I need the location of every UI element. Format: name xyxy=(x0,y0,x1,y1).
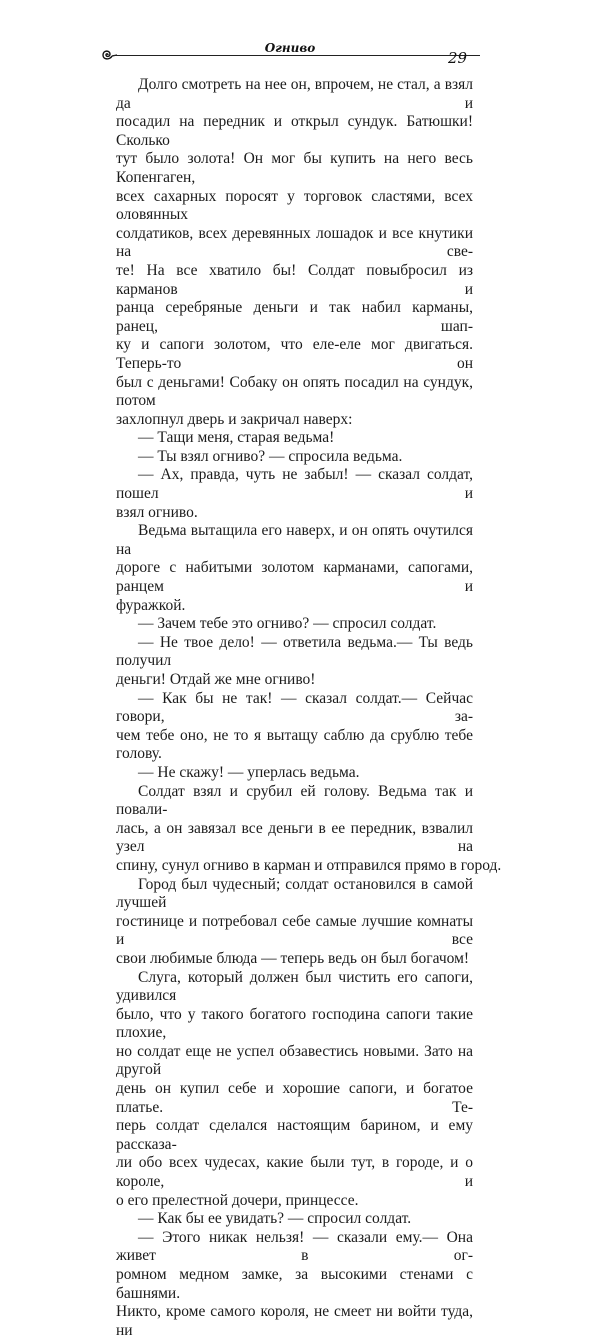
text-line: спину, сунул огниво в карман и отправился прямо в город. xyxy=(116,856,502,874)
text-line: о его прелестной дочери, принцессе. xyxy=(116,1191,359,1209)
text-line: но солдат еще не успел обзавестись новыми. Зато на другой xyxy=(116,1042,473,1079)
paragraph xyxy=(116,634,473,690)
text-line: фуражкой. xyxy=(116,596,186,614)
text-line: свои любимые блюда — теперь ведь он был богачом! xyxy=(116,949,470,967)
text-line: те! На все хватило бы! Солдат повыбросил из карманов и xyxy=(116,261,473,298)
text-line: — Не твое дело! — ответила ведьма.— Ты ведь получил xyxy=(116,633,473,670)
text-line: — Ты взял огниво? — спросила ведьма. xyxy=(138,447,403,465)
running-title-text: Огниво xyxy=(259,41,322,55)
text-line: чем тебе оно, не то я вытащу саблю да срублю тебе голову. xyxy=(116,726,473,763)
text-line: было, что у такого богатого господина сапоги такие плохие, xyxy=(116,1005,473,1042)
text-line: ранца серебряные деньги и так набил карманы, ранец, шап- xyxy=(116,299,473,335)
text-line: дороге с набитыми золотом карманами, сапогами, ранцем и xyxy=(116,559,473,596)
paragraph xyxy=(116,690,473,764)
text-line: тут было золота! Он мог бы купить на него весь Копенгаген, xyxy=(116,150,473,186)
page-number: 29 xyxy=(448,49,468,67)
running-title xyxy=(100,41,480,55)
body-text xyxy=(116,76,502,1340)
text-line: лась, а он завязал все деньги в ее передник, взвалил узел на xyxy=(116,819,473,856)
text-line: всех сахарных поросят у торговок сластями, всех оловянных xyxy=(116,187,473,224)
text-line: солдатиков, всех деревянных лошадок и все кнутики на све- xyxy=(116,224,473,261)
text-line: был с деньгами! Собаку он опять посадил на сундук, потом xyxy=(116,373,473,410)
paragraph xyxy=(116,969,473,1211)
paragraph xyxy=(116,876,473,969)
paragraph xyxy=(116,466,473,522)
text-line: Слуга, который должен был чистить его сапоги, удивился xyxy=(116,968,473,1005)
text-line: посадил на передник и открыл сундук. Батюшки! Сколько xyxy=(116,113,473,149)
text-line: ли обо всех чудесах, какие были тут, в городе, и о короле, и xyxy=(116,1154,473,1191)
text-line: Ведьма вытащила его наверх, и он опять очутился на xyxy=(116,522,473,558)
paragraph xyxy=(116,782,502,876)
paragraph xyxy=(116,429,473,448)
text-line: деньги! Отдай же мне огниво! xyxy=(116,671,316,688)
text-line: Никто, кроме самого короля, не смеет ни войти туда, ни xyxy=(116,1303,473,1339)
paragraph xyxy=(116,448,473,467)
text-line: ромном медном замке, за высокими стенами с башнями. xyxy=(116,1266,473,1302)
paragraph xyxy=(116,76,473,429)
paragraph xyxy=(116,1210,473,1229)
text-line: Солдат взял и срубил ей голову. Ведьма так и повали- xyxy=(116,782,473,819)
paragraph xyxy=(116,615,473,634)
paragraph xyxy=(116,1229,473,1340)
text-line: — Ах, правда, чуть не забыл! — сказал солдат, пошел и xyxy=(116,466,473,503)
text-line: ку и сапоги золотом, что еле-еле мог двигаться. Теперь-то он xyxy=(116,336,473,372)
text-line: Долго смотреть на нее он, впрочем, не стал, а взял да и xyxy=(116,76,473,112)
text-line: — Зачем тебе это огниво? — спросил солдат. xyxy=(138,615,437,633)
text-line: захлопнул дверь и закричал наверх: xyxy=(116,410,353,428)
text-line: — Этого никак нельзя! — сказали ему.— Она живет в ог- xyxy=(116,1228,473,1265)
text-line: Город был чудесный; солдат остановился в самой лучшей xyxy=(116,875,473,912)
text-line: перь солдат сделался настоящим барином, и ему рассказа- xyxy=(116,1117,473,1153)
text-line: — Тащи меня, старая ведьма! xyxy=(138,429,335,447)
text-line: день он купил себе и хорошие сапоги, и богатое платье. Те- xyxy=(116,1080,473,1116)
paragraph xyxy=(116,764,473,783)
paragraph xyxy=(116,522,473,615)
text-line: — Не скажу! — уперлась ведьма. xyxy=(138,763,360,781)
running-header xyxy=(100,42,480,66)
text-line: взял огниво. xyxy=(116,503,198,521)
text-line: — Как бы ее увидать? — спросил солдат. xyxy=(138,1210,412,1228)
text-line: гостинице и потребовал себе самые лучшие комнаты и все xyxy=(116,912,473,949)
header-rule xyxy=(114,55,480,56)
text-line: — Как бы не так! — сказал солдат.— Сейчас говори, за- xyxy=(116,689,473,726)
